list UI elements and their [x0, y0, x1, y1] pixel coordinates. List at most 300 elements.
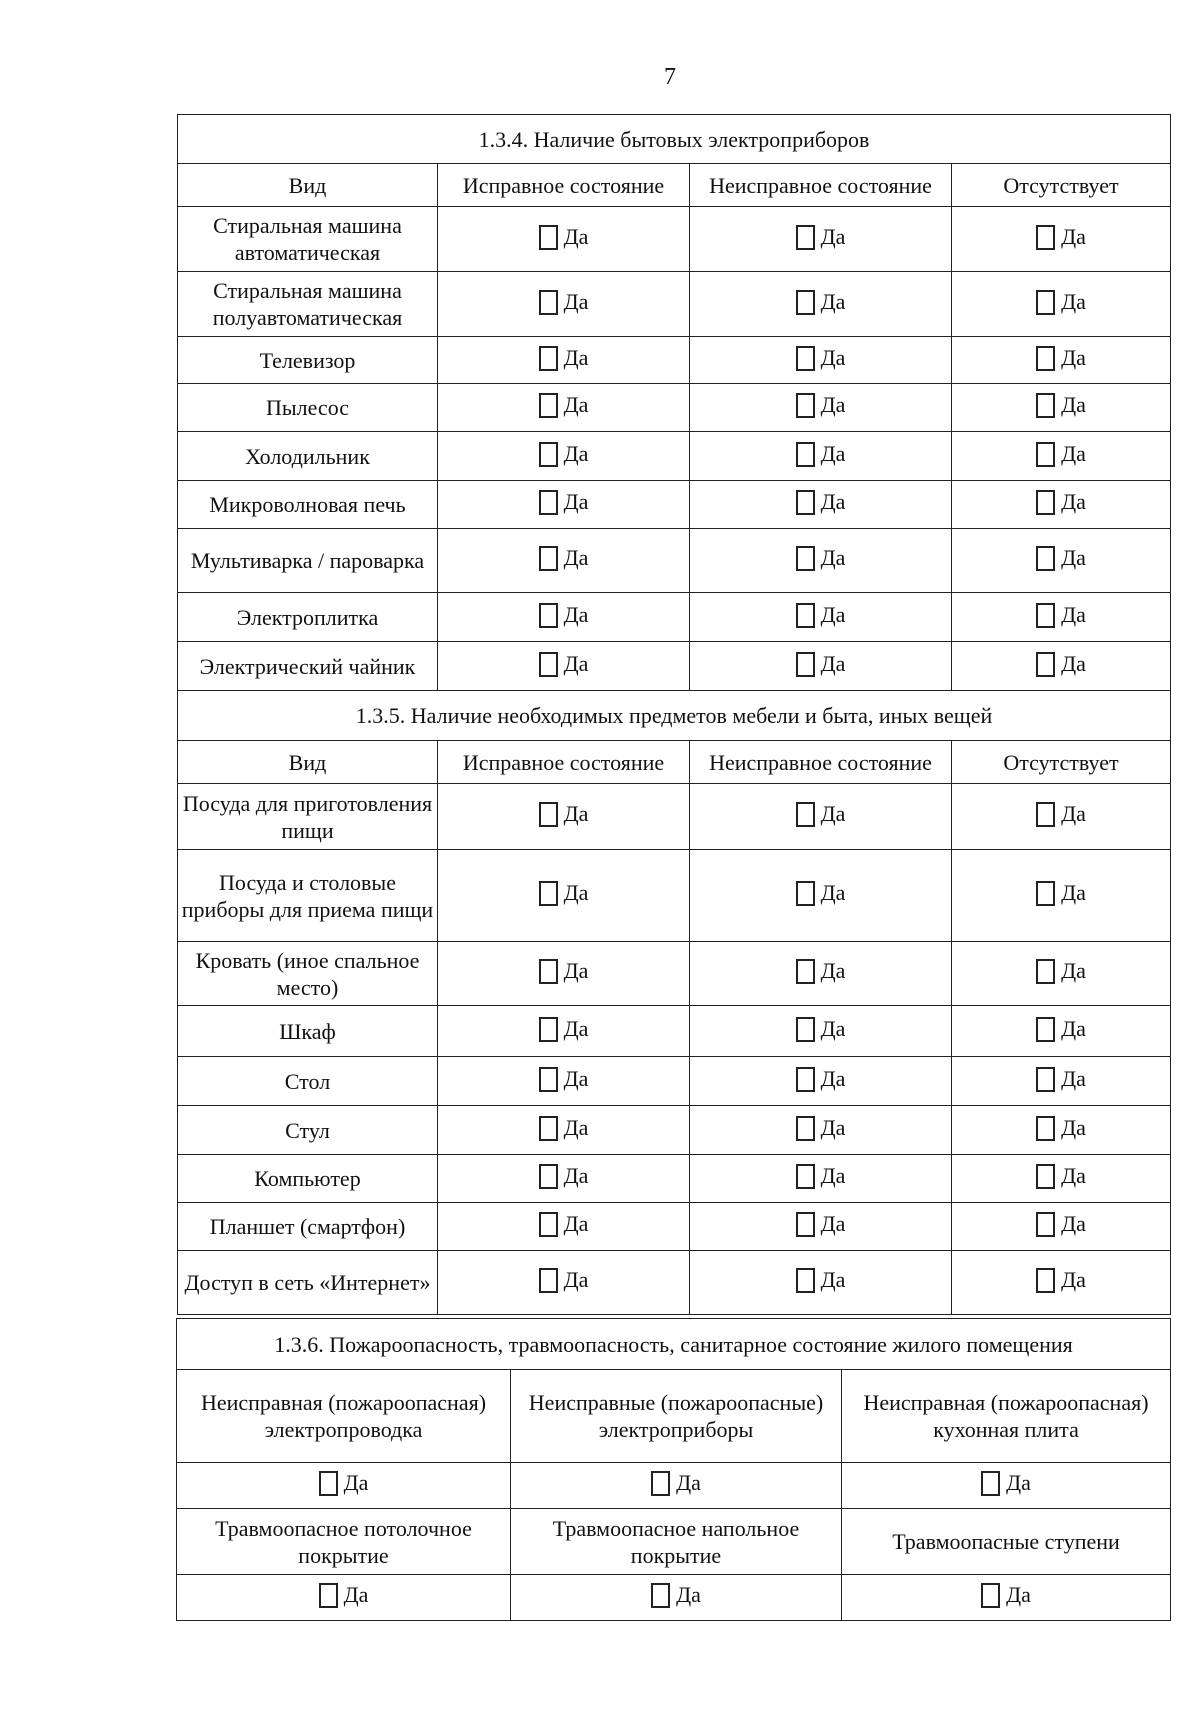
checkbox[interactable] — [796, 881, 815, 906]
broken-checkbox-cell — [690, 850, 952, 942]
checkbox-option[interactable] — [651, 1581, 701, 1608]
working-checkbox-cell — [438, 481, 690, 529]
item-name: Холодильник — [178, 432, 438, 481]
checkbox-option[interactable] — [539, 391, 589, 418]
absent-checkbox-cell — [952, 207, 1171, 272]
checkbox-label: Да — [820, 344, 846, 370]
checkbox-label: Да — [1061, 223, 1086, 249]
checkbox-option[interactable] — [1036, 879, 1086, 906]
checkbox-option[interactable] — [1036, 488, 1086, 515]
checkbox-option[interactable] — [539, 1162, 589, 1189]
checkbox[interactable] — [796, 290, 815, 315]
hazard-checkbox-cell — [842, 1575, 1171, 1621]
checkbox[interactable] — [796, 1212, 815, 1237]
checkbox[interactable] — [796, 652, 815, 677]
checkbox-option[interactable] — [319, 1469, 369, 1496]
checkbox-option[interactable] — [539, 344, 589, 371]
checkbox-label: Да — [820, 1267, 846, 1292]
hazard-label-row — [177, 1370, 1171, 1463]
checkbox[interactable] — [319, 1583, 338, 1608]
hazard-label: Неисправные (пожароопасные) электроприборы — [511, 1370, 842, 1463]
column-header-broken: Неисправное состояние — [690, 741, 952, 784]
page-number: 7 — [664, 64, 676, 90]
table-row — [178, 1251, 1171, 1315]
absent-checkbox-cell — [952, 1057, 1171, 1106]
checkbox-label: Да — [1061, 1015, 1086, 1041]
checkbox-option[interactable] — [539, 488, 589, 515]
checkbox-label: Да — [1061, 958, 1086, 983]
checkbox-option[interactable] — [1036, 1114, 1086, 1141]
absent-checkbox-cell — [952, 432, 1171, 481]
working-checkbox-cell — [438, 850, 690, 942]
checkbox[interactable] — [1036, 1212, 1055, 1237]
checkbox-option[interactable] — [796, 440, 846, 467]
checkbox-label: Да — [820, 288, 846, 314]
checkbox-option[interactable] — [539, 288, 589, 315]
table-row — [178, 1155, 1171, 1203]
checkbox-label: Да — [1061, 344, 1086, 370]
item-name: Стиральная машина полуавтоматическая — [178, 272, 438, 337]
absent-checkbox-cell — [952, 593, 1171, 642]
checkbox-label: Да — [563, 1267, 589, 1292]
absent-checkbox-cell — [952, 384, 1171, 432]
working-checkbox-cell — [438, 1155, 690, 1203]
checkbox-label: Да — [1061, 489, 1086, 514]
checkbox-option[interactable] — [796, 1114, 846, 1141]
checkbox-label: Да — [563, 650, 589, 676]
table-row — [178, 942, 1171, 1006]
checkbox-label: Да — [343, 1470, 369, 1495]
checkbox[interactable] — [1036, 225, 1055, 250]
hazard-checkbox-cell — [511, 1575, 842, 1621]
checkbox-option[interactable] — [539, 1266, 589, 1293]
checkbox-option[interactable] — [796, 391, 846, 418]
checkbox[interactable] — [539, 881, 558, 906]
checkbox-label: Да — [1061, 1114, 1086, 1140]
checkbox[interactable] — [539, 652, 558, 677]
working-checkbox-cell — [438, 1006, 690, 1057]
table-row — [178, 432, 1171, 481]
checkbox-label: Да — [1061, 392, 1086, 417]
checkbox[interactable] — [539, 802, 558, 827]
hazard-label: Травмоопасное напольное покрытие — [511, 1509, 842, 1575]
checkbox-option[interactable] — [796, 957, 846, 984]
checkbox-label: Да — [1061, 1163, 1086, 1188]
section-title-row — [178, 115, 1171, 164]
checkbox-label: Да — [820, 880, 846, 905]
working-checkbox-cell — [438, 384, 690, 432]
checkbox-option[interactable] — [796, 1065, 846, 1092]
checkbox-label: Да — [563, 392, 589, 417]
item-name: Стол — [178, 1057, 438, 1106]
table-row — [178, 481, 1171, 529]
checkbox-option[interactable] — [1036, 800, 1086, 827]
checkbox-option[interactable] — [796, 601, 846, 628]
checkbox-option[interactable] — [539, 957, 589, 984]
checkbox-label: Да — [1061, 801, 1086, 826]
working-checkbox-cell — [438, 272, 690, 337]
broken-checkbox-cell — [690, 942, 952, 1006]
checkbox-option[interactable] — [796, 223, 846, 250]
absent-checkbox-cell — [952, 1006, 1171, 1057]
checkbox[interactable] — [1036, 959, 1055, 984]
working-checkbox-cell — [438, 784, 690, 850]
column-header-absent: Отсутствует — [952, 164, 1171, 207]
checkbox[interactable] — [796, 442, 815, 467]
broken-checkbox-cell — [690, 1106, 952, 1155]
item-name: Стул — [178, 1106, 438, 1155]
broken-checkbox-cell — [690, 1251, 952, 1315]
checkbox-option[interactable] — [1036, 1210, 1086, 1237]
checkbox[interactable] — [539, 1067, 558, 1092]
working-checkbox-cell — [438, 529, 690, 593]
item-name: Посуда для приготовления пищи — [178, 784, 438, 850]
working-checkbox-cell — [438, 593, 690, 642]
broken-checkbox-cell — [690, 384, 952, 432]
checkbox-option[interactable] — [539, 650, 589, 677]
checkbox-label: Да — [563, 1015, 589, 1041]
broken-checkbox-cell — [690, 1203, 952, 1251]
checkbox-label: Да — [563, 1114, 589, 1140]
working-checkbox-cell — [438, 1106, 690, 1155]
item-name: Доступ в сеть «Интернет» — [178, 1251, 438, 1315]
broken-checkbox-cell — [690, 642, 952, 691]
checkbox[interactable] — [796, 1017, 815, 1042]
table-row — [178, 337, 1171, 384]
working-checkbox-cell — [438, 1251, 690, 1315]
checkbox[interactable] — [796, 1067, 815, 1092]
checkbox[interactable] — [796, 802, 815, 827]
checkbox[interactable] — [1036, 1268, 1055, 1293]
checkbox[interactable] — [1036, 652, 1055, 677]
column-header-row — [178, 741, 1171, 784]
hazard-checkbox-cell — [511, 1463, 842, 1509]
checkbox-label: Да — [1061, 601, 1086, 627]
checkbox-label: Да — [343, 1582, 369, 1607]
checkbox-option[interactable] — [1036, 544, 1086, 571]
checkbox[interactable] — [539, 959, 558, 984]
checkbox-option[interactable] — [1036, 650, 1086, 677]
checkbox[interactable] — [539, 1116, 558, 1141]
checkbox-option[interactable] — [539, 1065, 589, 1092]
absent-checkbox-cell — [952, 942, 1171, 1006]
checkbox[interactable] — [539, 346, 558, 371]
checkbox-label: Да — [1061, 440, 1086, 466]
checkbox-label: Да — [820, 601, 846, 627]
checkbox-label: Да — [820, 545, 846, 570]
item-name: Посуда и столовые приборы для приема пищи — [178, 850, 438, 942]
checkbox-option[interactable] — [1036, 957, 1086, 984]
checkbox[interactable] — [796, 225, 815, 250]
broken-checkbox-cell — [690, 593, 952, 642]
absent-checkbox-cell — [952, 272, 1171, 337]
checkbox-option[interactable] — [1036, 440, 1086, 467]
checkbox-label: Да — [563, 344, 589, 370]
checkbox-option[interactable] — [539, 800, 589, 827]
checkbox-label: Да — [563, 1065, 589, 1091]
checkbox-option[interactable] — [539, 601, 589, 628]
checkbox-option[interactable] — [1036, 288, 1086, 315]
hazard-label: Травмоопасное потолочное покрытие — [177, 1509, 511, 1575]
section-title-136: 1.3.6. Пожароопасность, травмоопасность, санитарное состояние жилого помещения — [177, 1319, 1171, 1370]
absent-checkbox-cell — [952, 642, 1171, 691]
checkbox-label: Да — [820, 489, 846, 514]
checkbox-option[interactable] — [796, 544, 846, 571]
hazards-table — [176, 1318, 1171, 1621]
checkbox[interactable] — [651, 1583, 670, 1608]
checkbox-label: Да — [1061, 1267, 1086, 1292]
checkbox-label: Да — [676, 1582, 701, 1607]
checkbox[interactable] — [1036, 346, 1055, 371]
checkbox-label: Да — [1061, 880, 1086, 905]
checkbox[interactable] — [796, 1164, 815, 1189]
section-title-135: 1.3.5. Наличие необходимых предметов мебели и быта, иных вещей — [178, 691, 1171, 741]
section-title-row — [177, 1319, 1171, 1370]
checkbox[interactable] — [539, 490, 558, 515]
checkbox-label: Да — [820, 223, 846, 249]
absent-checkbox-cell — [952, 337, 1171, 384]
checkbox[interactable] — [1036, 490, 1055, 515]
checkbox-option[interactable] — [539, 223, 589, 250]
checkbox-option[interactable] — [539, 544, 589, 571]
checkbox-label: Да — [820, 801, 846, 826]
checkbox-label: Да — [563, 801, 589, 826]
checkbox-option[interactable] — [796, 1162, 846, 1189]
checkbox[interactable] — [539, 225, 558, 250]
checkbox-option[interactable] — [796, 650, 846, 677]
hazard-label: Неисправная (пожароопасная) электропроводка — [177, 1370, 511, 1463]
working-checkbox-cell — [438, 1203, 690, 1251]
checkbox-label: Да — [563, 601, 589, 627]
working-checkbox-cell — [438, 1057, 690, 1106]
hazard-checkbox-row — [177, 1463, 1171, 1509]
checkbox[interactable] — [796, 393, 815, 418]
checkbox[interactable] — [796, 490, 815, 515]
table-row — [178, 850, 1171, 942]
broken-checkbox-cell — [690, 272, 952, 337]
checkbox-option[interactable] — [1036, 344, 1086, 371]
broken-checkbox-cell — [690, 432, 952, 481]
checkbox[interactable] — [981, 1583, 1000, 1608]
column-header-broken: Неисправное состояние — [690, 164, 952, 207]
checkbox-option[interactable] — [1036, 1266, 1086, 1293]
item-name: Шкаф — [178, 1006, 438, 1057]
checkbox-option[interactable] — [539, 440, 589, 467]
checkbox-option[interactable] — [1036, 1015, 1086, 1042]
checkbox[interactable] — [651, 1471, 670, 1496]
working-checkbox-cell — [438, 337, 690, 384]
checkbox-option[interactable] — [539, 879, 589, 906]
checkbox-label: Да — [563, 288, 589, 314]
checkbox-label: Да — [1061, 1065, 1086, 1091]
item-name: Планшет (смартфон) — [178, 1203, 438, 1251]
section-title-134: 1.3.4. Наличие бытовых электроприборов — [178, 115, 1171, 164]
item-name: Компьютер — [178, 1155, 438, 1203]
checkbox-option[interactable] — [1036, 1162, 1086, 1189]
checkbox-label: Да — [563, 489, 589, 514]
checkbox-label: Да — [563, 880, 589, 905]
absent-checkbox-cell — [952, 1155, 1171, 1203]
checkbox-option[interactable] — [539, 1114, 589, 1141]
checkbox[interactable] — [796, 1116, 815, 1141]
item-name: Пылесос — [178, 384, 438, 432]
hazard-label: Неисправная (пожароопасная) кухонная плита — [842, 1370, 1171, 1463]
checkbox-label: Да — [676, 1470, 701, 1495]
column-header-row — [178, 164, 1171, 207]
table-row — [178, 784, 1171, 850]
checkbox-label: Да — [820, 1163, 846, 1188]
checkbox[interactable] — [539, 1212, 558, 1237]
checkbox[interactable] — [1036, 881, 1055, 906]
working-checkbox-cell — [438, 207, 690, 272]
checkbox[interactable] — [981, 1471, 1000, 1496]
checkbox-option[interactable] — [981, 1581, 1031, 1608]
appliances-furniture-table — [177, 114, 1171, 1315]
checkbox[interactable] — [1036, 603, 1055, 628]
checkbox-label: Да — [820, 440, 846, 466]
table-row — [178, 529, 1171, 593]
broken-checkbox-cell — [690, 337, 952, 384]
working-checkbox-cell — [438, 432, 690, 481]
checkbox-label: Да — [1061, 288, 1086, 314]
checkbox-label: Да — [1061, 650, 1086, 676]
checkbox-option[interactable] — [796, 800, 846, 827]
checkbox-label: Да — [1006, 1470, 1031, 1495]
checkbox-label: Да — [563, 223, 589, 249]
hazard-checkbox-cell — [177, 1463, 511, 1509]
table-row — [178, 1057, 1171, 1106]
table-row — [178, 642, 1171, 691]
hazard-label-row — [177, 1509, 1171, 1575]
checkbox[interactable] — [1036, 442, 1055, 467]
checkbox[interactable] — [319, 1471, 338, 1496]
item-name: Электроплитка — [178, 593, 438, 642]
checkbox-option[interactable] — [1036, 1065, 1086, 1092]
checkbox-option[interactable] — [651, 1469, 701, 1496]
checkbox[interactable] — [1036, 1116, 1055, 1141]
checkbox[interactable] — [1036, 1164, 1055, 1189]
checkbox-label: Да — [1006, 1582, 1031, 1607]
broken-checkbox-cell — [690, 1057, 952, 1106]
absent-checkbox-cell — [952, 1203, 1171, 1251]
checkbox[interactable] — [1036, 1017, 1055, 1042]
column-header-working: Исправное состояние — [438, 741, 690, 784]
table-row — [178, 1106, 1171, 1155]
checkbox-label: Да — [1061, 1211, 1086, 1236]
checkbox-label: Да — [1061, 545, 1086, 570]
table-row — [178, 1006, 1171, 1057]
checkbox-option[interactable] — [1036, 601, 1086, 628]
column-header-kind: Вид — [178, 741, 438, 784]
item-name: Электрический чайник — [178, 642, 438, 691]
column-header-absent: Отсутствует — [952, 741, 1171, 784]
item-name: Микроволновая печь — [178, 481, 438, 529]
item-name: Телевизор — [178, 337, 438, 384]
table-row — [178, 593, 1171, 642]
checkbox[interactable] — [539, 1164, 558, 1189]
checkbox-option[interactable] — [796, 288, 846, 315]
checkbox-label: Да — [563, 1163, 589, 1188]
checkbox[interactable] — [796, 346, 815, 371]
checkbox-label: Да — [563, 440, 589, 466]
checkbox[interactable] — [796, 603, 815, 628]
hazard-checkbox-cell — [177, 1575, 511, 1621]
checkbox-label: Да — [820, 1065, 846, 1091]
checkbox[interactable] — [539, 1268, 558, 1293]
table-row — [178, 272, 1171, 337]
item-name: Стиральная машина автоматическая — [178, 207, 438, 272]
table-row — [178, 207, 1171, 272]
checkbox-label: Да — [820, 958, 846, 983]
table-row — [178, 384, 1171, 432]
broken-checkbox-cell — [690, 1006, 952, 1057]
broken-checkbox-cell — [690, 784, 952, 850]
checkbox[interactable] — [1036, 290, 1055, 315]
checkbox-label: Да — [820, 1211, 846, 1236]
checkbox-option[interactable] — [796, 344, 846, 371]
checkbox[interactable] — [1036, 393, 1055, 418]
checkbox[interactable] — [539, 393, 558, 418]
item-name: Мультиварка / пароварка — [178, 529, 438, 593]
checkbox[interactable] — [539, 546, 558, 571]
working-checkbox-cell — [438, 942, 690, 1006]
checkbox-option[interactable] — [796, 1210, 846, 1237]
absent-checkbox-cell — [952, 481, 1171, 529]
item-name: Кровать (иное спальное место) — [178, 942, 438, 1006]
absent-checkbox-cell — [952, 784, 1171, 850]
checkbox-option[interactable] — [539, 1210, 589, 1237]
checkbox[interactable] — [796, 959, 815, 984]
checkbox-label: Да — [820, 650, 846, 676]
checkbox[interactable] — [796, 546, 815, 571]
checkbox[interactable] — [1036, 1067, 1055, 1092]
checkbox[interactable] — [539, 603, 558, 628]
absent-checkbox-cell — [952, 529, 1171, 593]
checkbox-label: Да — [820, 392, 846, 417]
checkbox-label: Да — [820, 1015, 846, 1041]
checkbox-option[interactable] — [1036, 223, 1086, 250]
checkbox-option[interactable] — [981, 1469, 1031, 1496]
checkbox[interactable] — [539, 1017, 558, 1042]
checkbox-label: Да — [563, 545, 589, 570]
absent-checkbox-cell — [952, 1251, 1171, 1315]
checkbox[interactable] — [539, 442, 558, 467]
checkbox[interactable] — [796, 1268, 815, 1293]
hazard-checkbox-cell — [842, 1463, 1171, 1509]
broken-checkbox-cell — [690, 207, 952, 272]
broken-checkbox-cell — [690, 1155, 952, 1203]
checkbox-option[interactable] — [319, 1581, 369, 1608]
checkbox-option[interactable] — [1036, 391, 1086, 418]
checkbox-option[interactable] — [796, 1266, 846, 1293]
absent-checkbox-cell — [952, 850, 1171, 942]
working-checkbox-cell — [438, 642, 690, 691]
checkbox-label: Да — [820, 1114, 846, 1140]
column-header-kind: Вид — [178, 164, 438, 207]
checkbox-option[interactable] — [796, 488, 846, 515]
checkbox-label: Да — [563, 958, 589, 983]
hazard-label: Травмоопасные ступени — [842, 1509, 1171, 1575]
checkbox[interactable] — [539, 290, 558, 315]
table-row — [178, 1203, 1171, 1251]
checkbox-option[interactable] — [796, 879, 846, 906]
checkbox-option[interactable] — [796, 1015, 846, 1042]
checkbox[interactable] — [1036, 546, 1055, 571]
column-header-working: Исправное состояние — [438, 164, 690, 207]
checkbox[interactable] — [1036, 802, 1055, 827]
hazard-checkbox-row — [177, 1575, 1171, 1621]
checkbox-option[interactable] — [539, 1015, 589, 1042]
